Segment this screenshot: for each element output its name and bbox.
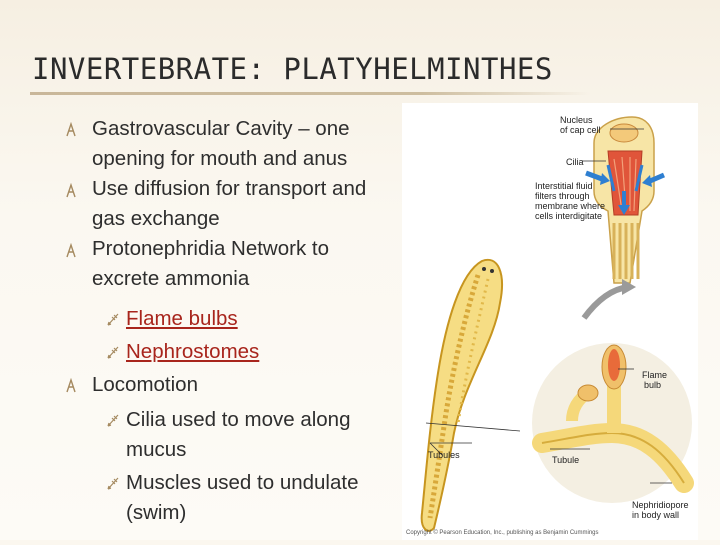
label-tubule: Tubule — [552, 455, 580, 465]
label-interstitial-2: filters through — [535, 191, 590, 201]
sub-bullet-muscles-line-1: Muscles used to undulate — [126, 471, 359, 494]
flame-cell-illustration — [586, 117, 664, 283]
label-cap-cell: of cap cell — [560, 125, 601, 135]
sub-bullet-muscles-line-2: (swim) — [126, 501, 187, 524]
bullet-marker-icon — [64, 243, 78, 259]
label-flame: Flame — [642, 370, 668, 380]
sub-bullet-marker-icon — [106, 475, 120, 491]
label-nephridiopore-2: in body wall — [632, 510, 680, 520]
label-interstitial-4: cells interdigitate — [535, 211, 603, 221]
bullet-4-line-1: Locomotion — [92, 373, 198, 396]
label-bulb: bulb — [644, 380, 662, 390]
sub-bullet-nephrostomes[interactable]: Nephrostomes — [126, 340, 260, 363]
flatworm-illustration — [422, 260, 502, 531]
protonephridia-figure — [402, 103, 698, 540]
label-nephridiopore-1: Nephridiopore — [632, 500, 689, 510]
copyright-credit: Copyright © Pearson Education, Inc., publishing as Benjamin Cummings — [406, 530, 599, 536]
label-interstitial-1: Interstitial fluid — [535, 181, 593, 191]
bullet-2-line-2: gas exchange — [92, 207, 220, 230]
bullet-3-line-2: excrete ammonia — [92, 267, 250, 290]
sub-bullet-marker-icon — [106, 311, 120, 327]
label-interstitial-3: membrane where — [535, 201, 606, 211]
connector-arrow — [584, 287, 628, 318]
label-cilia: Cilia — [566, 157, 584, 167]
sub-bullet-flame-bulbs[interactable]: Flame bulbs — [126, 307, 238, 330]
bullet-2-line-1: Use diffusion for transport and — [92, 177, 367, 200]
label-tubules: Tubules — [428, 450, 460, 460]
protonephridia-diagram — [402, 103, 698, 540]
label-nucleus: Nucleus — [560, 115, 593, 125]
bullet-1-line-1: Gastrovascular Cavity – one — [92, 117, 350, 140]
slide-title: INVERTEBRATE: PLATYHELMINTHES — [32, 52, 553, 86]
sub-bullet-cilia-line-1: Cilia used to move along — [126, 408, 351, 431]
tubule-network-illustration — [532, 343, 692, 503]
bullet-marker-icon — [64, 378, 78, 394]
sub-bullet-cilia-line-2: mucus — [126, 438, 187, 461]
sub-bullet-marker-icon — [106, 344, 120, 360]
bullet-marker-icon — [64, 122, 78, 138]
bullet-marker-icon — [64, 183, 78, 199]
bullet-3-line-1: Protonephridia Network to — [92, 237, 330, 260]
sub-bullet-marker-icon — [106, 412, 120, 428]
bullet-1-line-2: opening for mouth and anus — [92, 147, 348, 170]
